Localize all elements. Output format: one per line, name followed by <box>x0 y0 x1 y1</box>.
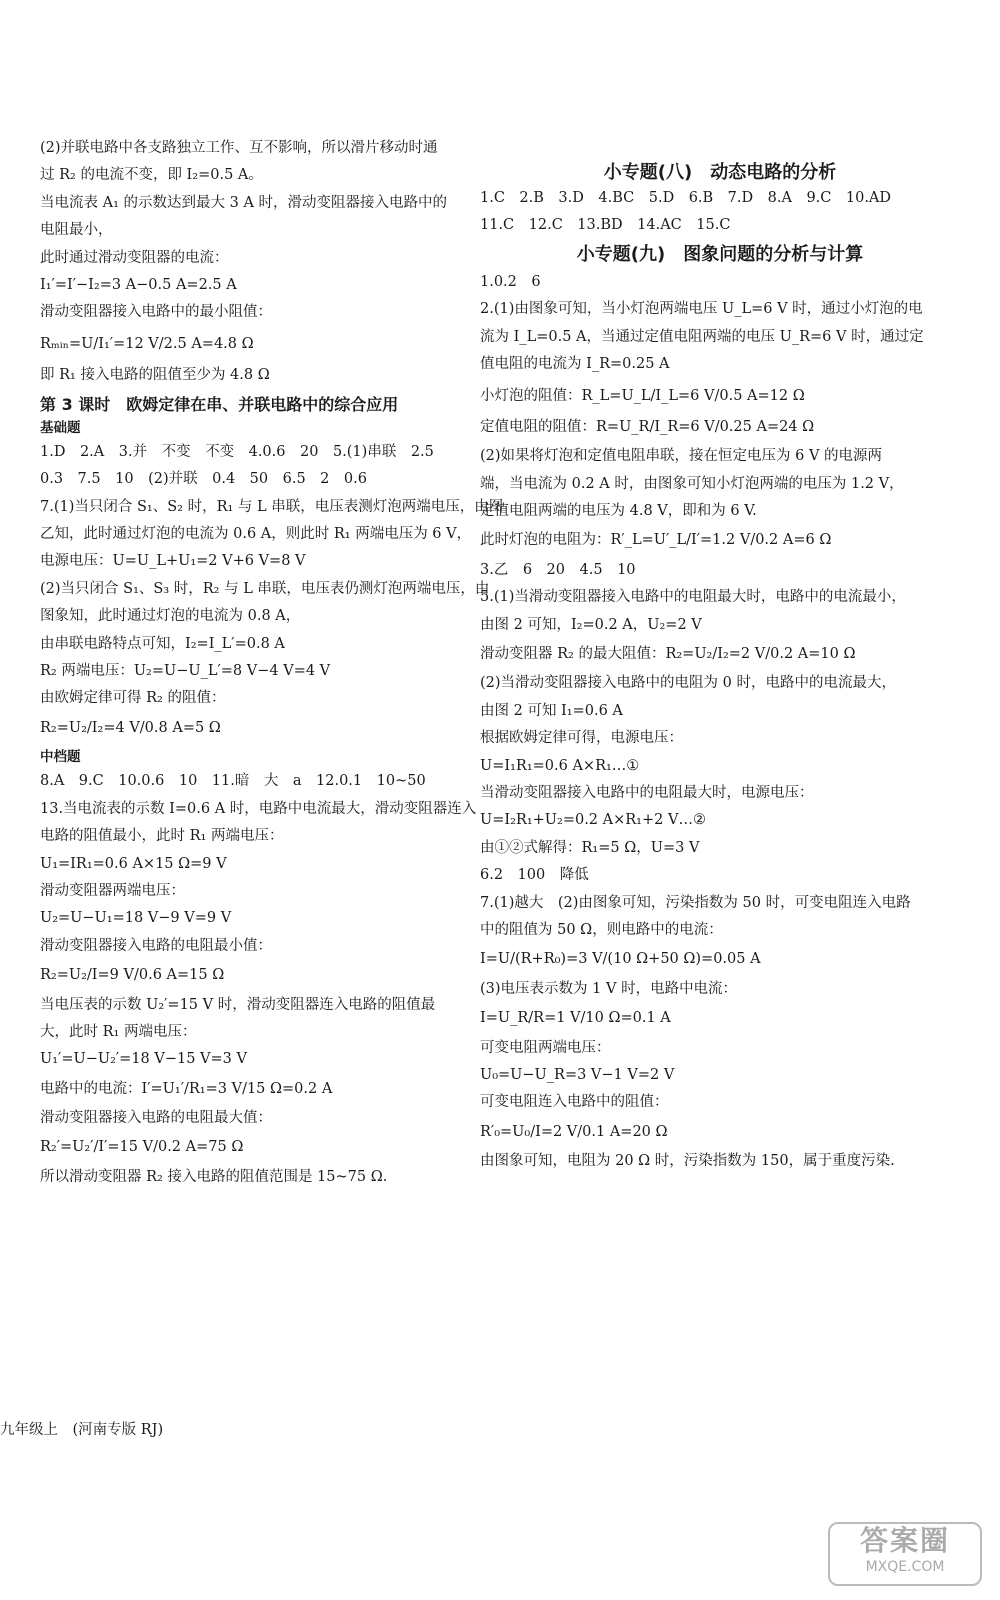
formula-line: 由图 2 可知，I₂=0.2 A，U₂=2 V <box>480 616 702 633</box>
formula-line: U=I₂R₁+U₂=0.2 A×R₁+2 V…② <box>480 812 706 829</box>
formula-line: 由串联电路特点可知，I₂=I_L′=0.8 A <box>40 635 285 652</box>
text-line: 滑动变阻器两端电压： <box>40 882 185 899</box>
formula-line: I=U/(R+R₀)=3 V/(10 Ω+50 Ω)=0.05 A <box>480 951 761 968</box>
formula-line: R′₀=U₀/I=2 V/0.1 A=20 Ω <box>480 1123 668 1140</box>
right-column <box>480 150 960 1170</box>
text-line: 可变电阻连入电路中的阻值： <box>480 1094 669 1111</box>
answer-line: 11.C 12.C 13.BD 14.AC 15.C <box>480 216 731 233</box>
watermark-title: 答案圈 <box>859 1524 950 1557</box>
text-line: 滑动变阻器接入电路的电阻最小值： <box>40 937 272 954</box>
text-line: 此时通过滑动变阻器的电流： <box>40 249 229 266</box>
text-line: 7.(1)越大 (2)由图象可知，污染指数为 50 时，可变电阻连入电路 <box>480 894 911 911</box>
answer-line: 1.0.2 6 <box>480 273 541 290</box>
text-line: 电阻最小， <box>40 222 113 239</box>
subsection-heading: 基础题 <box>40 419 81 436</box>
text-line: 滑动变阻器接入电路的电阻最大值： <box>40 1110 272 1127</box>
text-line: 滑动变阻器接入电路中的最小阻值： <box>40 304 272 321</box>
text-line: 2.(1)由图象可知，当小灯泡两端电压 U_L=6 V 时，通过小灯泡的电 <box>480 301 923 318</box>
text-line: 13.当电流表的示数 I=0.6 A 时，电路中电流最大，滑动变阻器连入 <box>40 800 477 817</box>
text-line: 当滑动变阻器接入电路中的电阻最大时，电源电压： <box>480 785 814 801</box>
formula-line: U₀=U−U_R=3 V−1 V=2 V <box>480 1066 675 1083</box>
text-line: 电路的阻值最小，此时 R₁ 两端电压： <box>40 828 284 845</box>
formula-line: R₂=U₂/I₂=4 V/0.8 A=5 Ω <box>40 719 221 736</box>
answer-line: 1.D 2.A 3.并 不变 不变 4.0.6 20 5.(1)串联 2.5 <box>40 443 434 460</box>
text-line: 5.(1)当滑动变阻器接入电路中的电阻最大时，电路中的电流最小， <box>480 589 906 606</box>
text-line: 当电压表的示数 U₂′=15 V 时，滑动变阻器连入电路的阻值最 <box>40 996 436 1013</box>
formula-line: 此时灯泡的电阻为：R′_L=U′_L/I′=1.2 V/0.2 A=6 Ω <box>480 532 832 549</box>
section-heading: 第 3 课时 欧姆定律在串、并联电路中的综合应用 <box>40 394 399 414</box>
formula-line: Rₘᵢₙ=U/I₁′=12 V/2.5 A=4.8 Ω <box>40 335 254 352</box>
formula-line: U=I₁R₁=0.6 A×R₁…① <box>480 757 640 774</box>
text-line: 当电流表 A₁ 的示数达到最大 3 A 时，滑动变阻器接入电路中的 <box>40 194 448 211</box>
formula-line: R₂=U₂/I=9 V/0.6 A=15 Ω <box>40 967 225 984</box>
watermark-logo <box>828 1522 982 1586</box>
answer-line: 3.乙 6 20 4.5 10 <box>480 561 636 578</box>
answer-line: 1.C 2.B 3.D 4.BC 5.D 6.B 7.D 8.A 9.C 10.AD <box>480 189 892 206</box>
formula-line: 由①②式解得：R₁=5 Ω，U=3 V <box>480 839 700 856</box>
formula-line: U₂=U−U₁=18 V−9 V=9 V <box>40 910 232 927</box>
text-line: 由欧姆定律可得 R₂ 的阻值： <box>40 690 226 707</box>
formula-line: R₂′=U₂′/I′=15 V/0.2 A=75 Ω <box>40 1139 244 1156</box>
text-line: 中的阻值为 50 Ω，则电路中的电流： <box>480 921 723 938</box>
text-line: 流为 I_L=0.5 A，当通过定值电阻两端的电压 U_R=6 V 时，通过定 <box>480 328 924 345</box>
formula-line: 电路中的电流：I′=U₁′/R₁=3 V/15 Ω=0.2 A <box>40 1080 333 1097</box>
text-line: 值电阻的电流为 I_R=0.25 A <box>480 356 670 373</box>
text-line: 根据欧姆定律可得，电源电压： <box>480 730 683 747</box>
text-line: 由图象可知，电阻为 20 Ω 时，污染指数为 150，属于重度污染. <box>480 1153 895 1170</box>
text-line: 图象知，此时通过灯泡的电流为 0.8 A， <box>40 608 301 625</box>
text-line: 乙知，此时通过灯泡的电流为 0.6 A，则此时 R₁ 两端电压为 6 V， <box>40 526 472 543</box>
text-line: 端，当电流为 0.2 A 时，由图象可知小灯泡两端的电压为 1.2 V， <box>480 475 904 492</box>
text-line: 所以滑动变阻器 R₂ 接入电路的阻值范围是 15~75 Ω. <box>40 1168 388 1185</box>
text-line: (2)如果将灯泡和定值电阻串联，接在恒定电压为 6 V 的电源两 <box>480 448 883 465</box>
formula-line: 滑动变阻器 R₂ 的最大阻值：R₂=U₂/I₂=2 V/0.2 A=10 Ω <box>480 646 856 663</box>
watermark-url: MXQE.COM <box>865 1559 945 1575</box>
formula-line: 电源电压：U=U_L+U₁=2 V+6 V=8 V <box>40 553 306 570</box>
formula-line: I=U_R/R=1 V/10 Ω=0.1 A <box>480 1010 671 1027</box>
subsection-heading: 中档题 <box>40 749 81 766</box>
formula-line: U₁′=U−U₂′=18 V−15 V=3 V <box>40 1051 247 1068</box>
text-line: 过 R₂ 的电流不变，即 I₂=0.5 A。 <box>40 167 263 184</box>
text-line: 7.(1)当只闭合 S₁、S₂ 时，R₁ 与 L 串联，电压表测灯泡两端电压，由图 <box>40 498 504 515</box>
formula-line: 由图 2 可知 I₁=0.6 A <box>480 702 623 719</box>
text-line: (2)当只闭合 S₁、S₃ 时，R₂ 与 L 串联，电压表仍测灯泡两端电压，由 <box>40 580 490 597</box>
text-line: (2)当滑动变阻器接入电路中的电阻为 0 时，电路中的电流最大， <box>480 675 896 692</box>
formula-line: I₁′=I′−I₂=3 A−0.5 A=2.5 A <box>40 276 237 293</box>
answer-line: 8.A 9.C 10.0.6 10 11.暗 大 a 12.0.1 10~50 <box>40 773 426 790</box>
formula-line: R₂ 两端电压：U₂=U−U_L′=8 V−4 V=4 V <box>40 663 331 680</box>
formula-line: 小灯泡的阻值：R_L=U_L/I_L=6 V/0.5 A=12 Ω <box>480 387 805 404</box>
text-line: (3)电压表示数为 1 V 时，电路中电流： <box>480 980 738 997</box>
text-line: 大，此时 R₁ 两端电压： <box>40 1023 197 1040</box>
answer-line: 0.3 7.5 10 (2)并联 0.4 50 6.5 2 0.6 <box>40 471 367 488</box>
section-heading: 小专题(八) 动态电路的分析 <box>603 162 837 183</box>
page-footer: 九年级上 (河南专版 RJ) <box>0 1422 164 1438</box>
text-line: 定值电阻两端的电压为 4.8 V，即和为 6 V. <box>480 503 757 520</box>
answer-line: 6.2 100 降低 <box>480 867 589 884</box>
text-line: 可变电阻两端电压： <box>480 1039 611 1056</box>
text-line: (2)并联电路中各支路独立工作、互不影响，所以滑片移动时通 <box>40 140 438 156</box>
formula-line: U₁=IR₁=0.6 A×15 Ω=9 V <box>40 855 227 872</box>
section-heading: 小专题(九) 图象问题的分析与计算 <box>576 244 864 266</box>
text-line: 即 R₁ 接入电路的阻值至少为 4.8 Ω <box>40 367 270 384</box>
left-column <box>40 140 504 1185</box>
formula-line: 定值电阻的阻值：R=U_R/I_R=6 V/0.25 A=24 Ω <box>480 418 815 435</box>
